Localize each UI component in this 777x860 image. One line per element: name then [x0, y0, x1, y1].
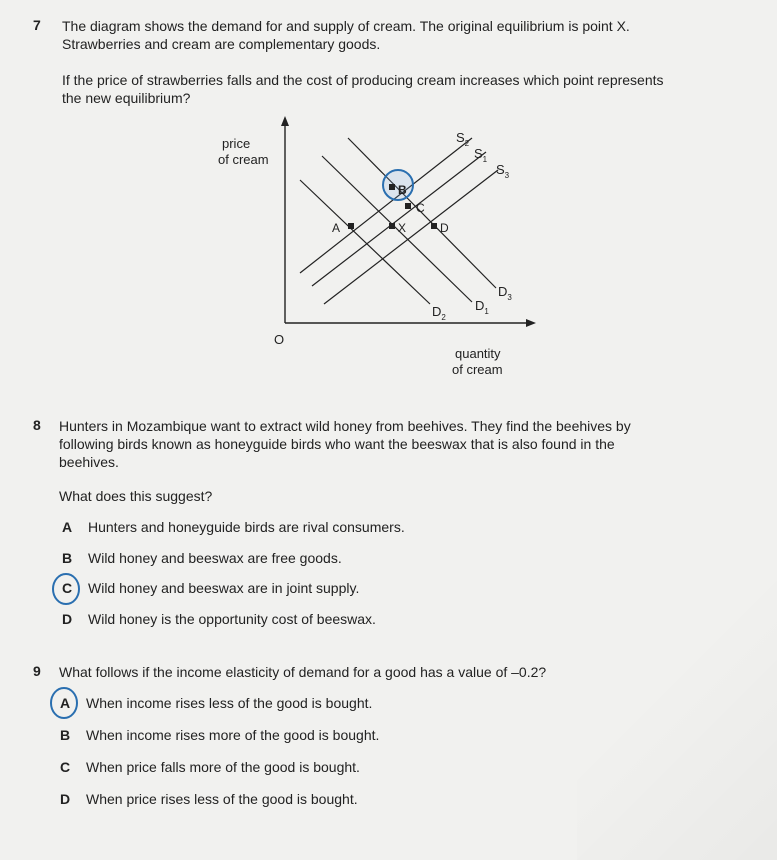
y-axis-label-2: of cream	[218, 152, 269, 167]
q9-number: 9	[33, 663, 41, 679]
q7-line-1: The diagram shows the demand for and supply of cream. The original equilibrium is point X.	[62, 18, 630, 34]
q9-option-c-letter[interactable]: C	[60, 759, 71, 775]
origin-label: O	[274, 332, 285, 347]
q8-option-c-text[interactable]: Wild honey and beeswax are in joint supply.	[88, 580, 360, 596]
label-s1: $S_1$	[474, 146, 488, 164]
x-axis-label-1: quantity	[455, 346, 501, 361]
q7-line-2: Strawberries and cream are complementary goods.	[62, 36, 381, 52]
q8-number: 8	[33, 417, 41, 433]
label-s3: $S_3$	[496, 162, 510, 180]
label-d2: $D_2$	[432, 304, 446, 322]
q8-option-a-text[interactable]: Hunters and honeyguide birds are rival consumers.	[88, 519, 405, 535]
q9-option-a-letter[interactable]: A	[60, 695, 71, 711]
q7-line-4: the new equilibrium?	[62, 90, 191, 106]
page-shadow	[577, 560, 777, 860]
q9-option-c-text[interactable]: When price falls more of the good is bought.	[86, 759, 360, 775]
q8-option-b-text[interactable]: Wild honey and beeswax are free goods.	[88, 550, 342, 566]
q8-option-b-letter[interactable]: B	[62, 550, 73, 566]
q8-option-a-letter[interactable]: A	[62, 519, 73, 535]
q8-option-d-letter[interactable]: D	[62, 611, 73, 627]
supply-demand-diagram	[200, 108, 540, 383]
q8-line-2: following birds known as honeyguide birds who want the beeswax that is also found in the	[59, 436, 615, 452]
point-d-label: D	[440, 221, 449, 235]
q8-line-1: Hunters in Mozambique want to extract wild honey from beehives. They find the beehives by	[59, 418, 631, 434]
q9-option-d-letter[interactable]: D	[60, 791, 71, 807]
q9-question: What follows if the income elasticity of demand for a good has a value of –0.2?	[59, 664, 547, 680]
label-s2: $S_2$	[456, 130, 470, 148]
q8-option-d-text[interactable]: Wild honey is the opportunity cost of beeswax.	[88, 611, 376, 627]
y-axis-label-1: price	[222, 136, 251, 151]
q8-line-3: beehives.	[59, 454, 119, 470]
x-axis-label-2: of cream	[452, 362, 503, 377]
q9-option-d-text[interactable]: When price rises less of the good is bought.	[86, 791, 358, 807]
label-d3: $D_3$	[498, 284, 512, 302]
point-x-marker	[389, 223, 395, 229]
q7-number: 7	[33, 17, 41, 33]
point-b-label: B	[398, 183, 407, 197]
q8-option-c-letter[interactable]: C	[62, 580, 73, 596]
q9-option-a-text[interactable]: When income rises less of the good is bought.	[86, 695, 373, 711]
point-d-marker	[431, 223, 437, 229]
point-b-marker	[389, 184, 395, 190]
point-c-marker	[405, 203, 411, 209]
q8-question: What does this suggest?	[59, 488, 213, 504]
q9-option-b-text[interactable]: When income rises more of the good is bought.	[86, 727, 380, 743]
point-c-label: C	[416, 201, 425, 215]
point-a-label: A	[332, 221, 341, 235]
label-d1: $D_1$	[475, 298, 489, 316]
supply-curve-s2	[300, 138, 472, 273]
point-a-marker	[348, 223, 354, 229]
y-axis-arrow	[281, 116, 289, 126]
x-axis-arrow	[526, 319, 536, 327]
point-x-label: X	[398, 221, 407, 235]
q7-line-3: If the price of strawberries falls and the cost of producing cream increases which point represents	[62, 72, 664, 88]
q9-option-b-letter[interactable]: B	[60, 727, 71, 743]
